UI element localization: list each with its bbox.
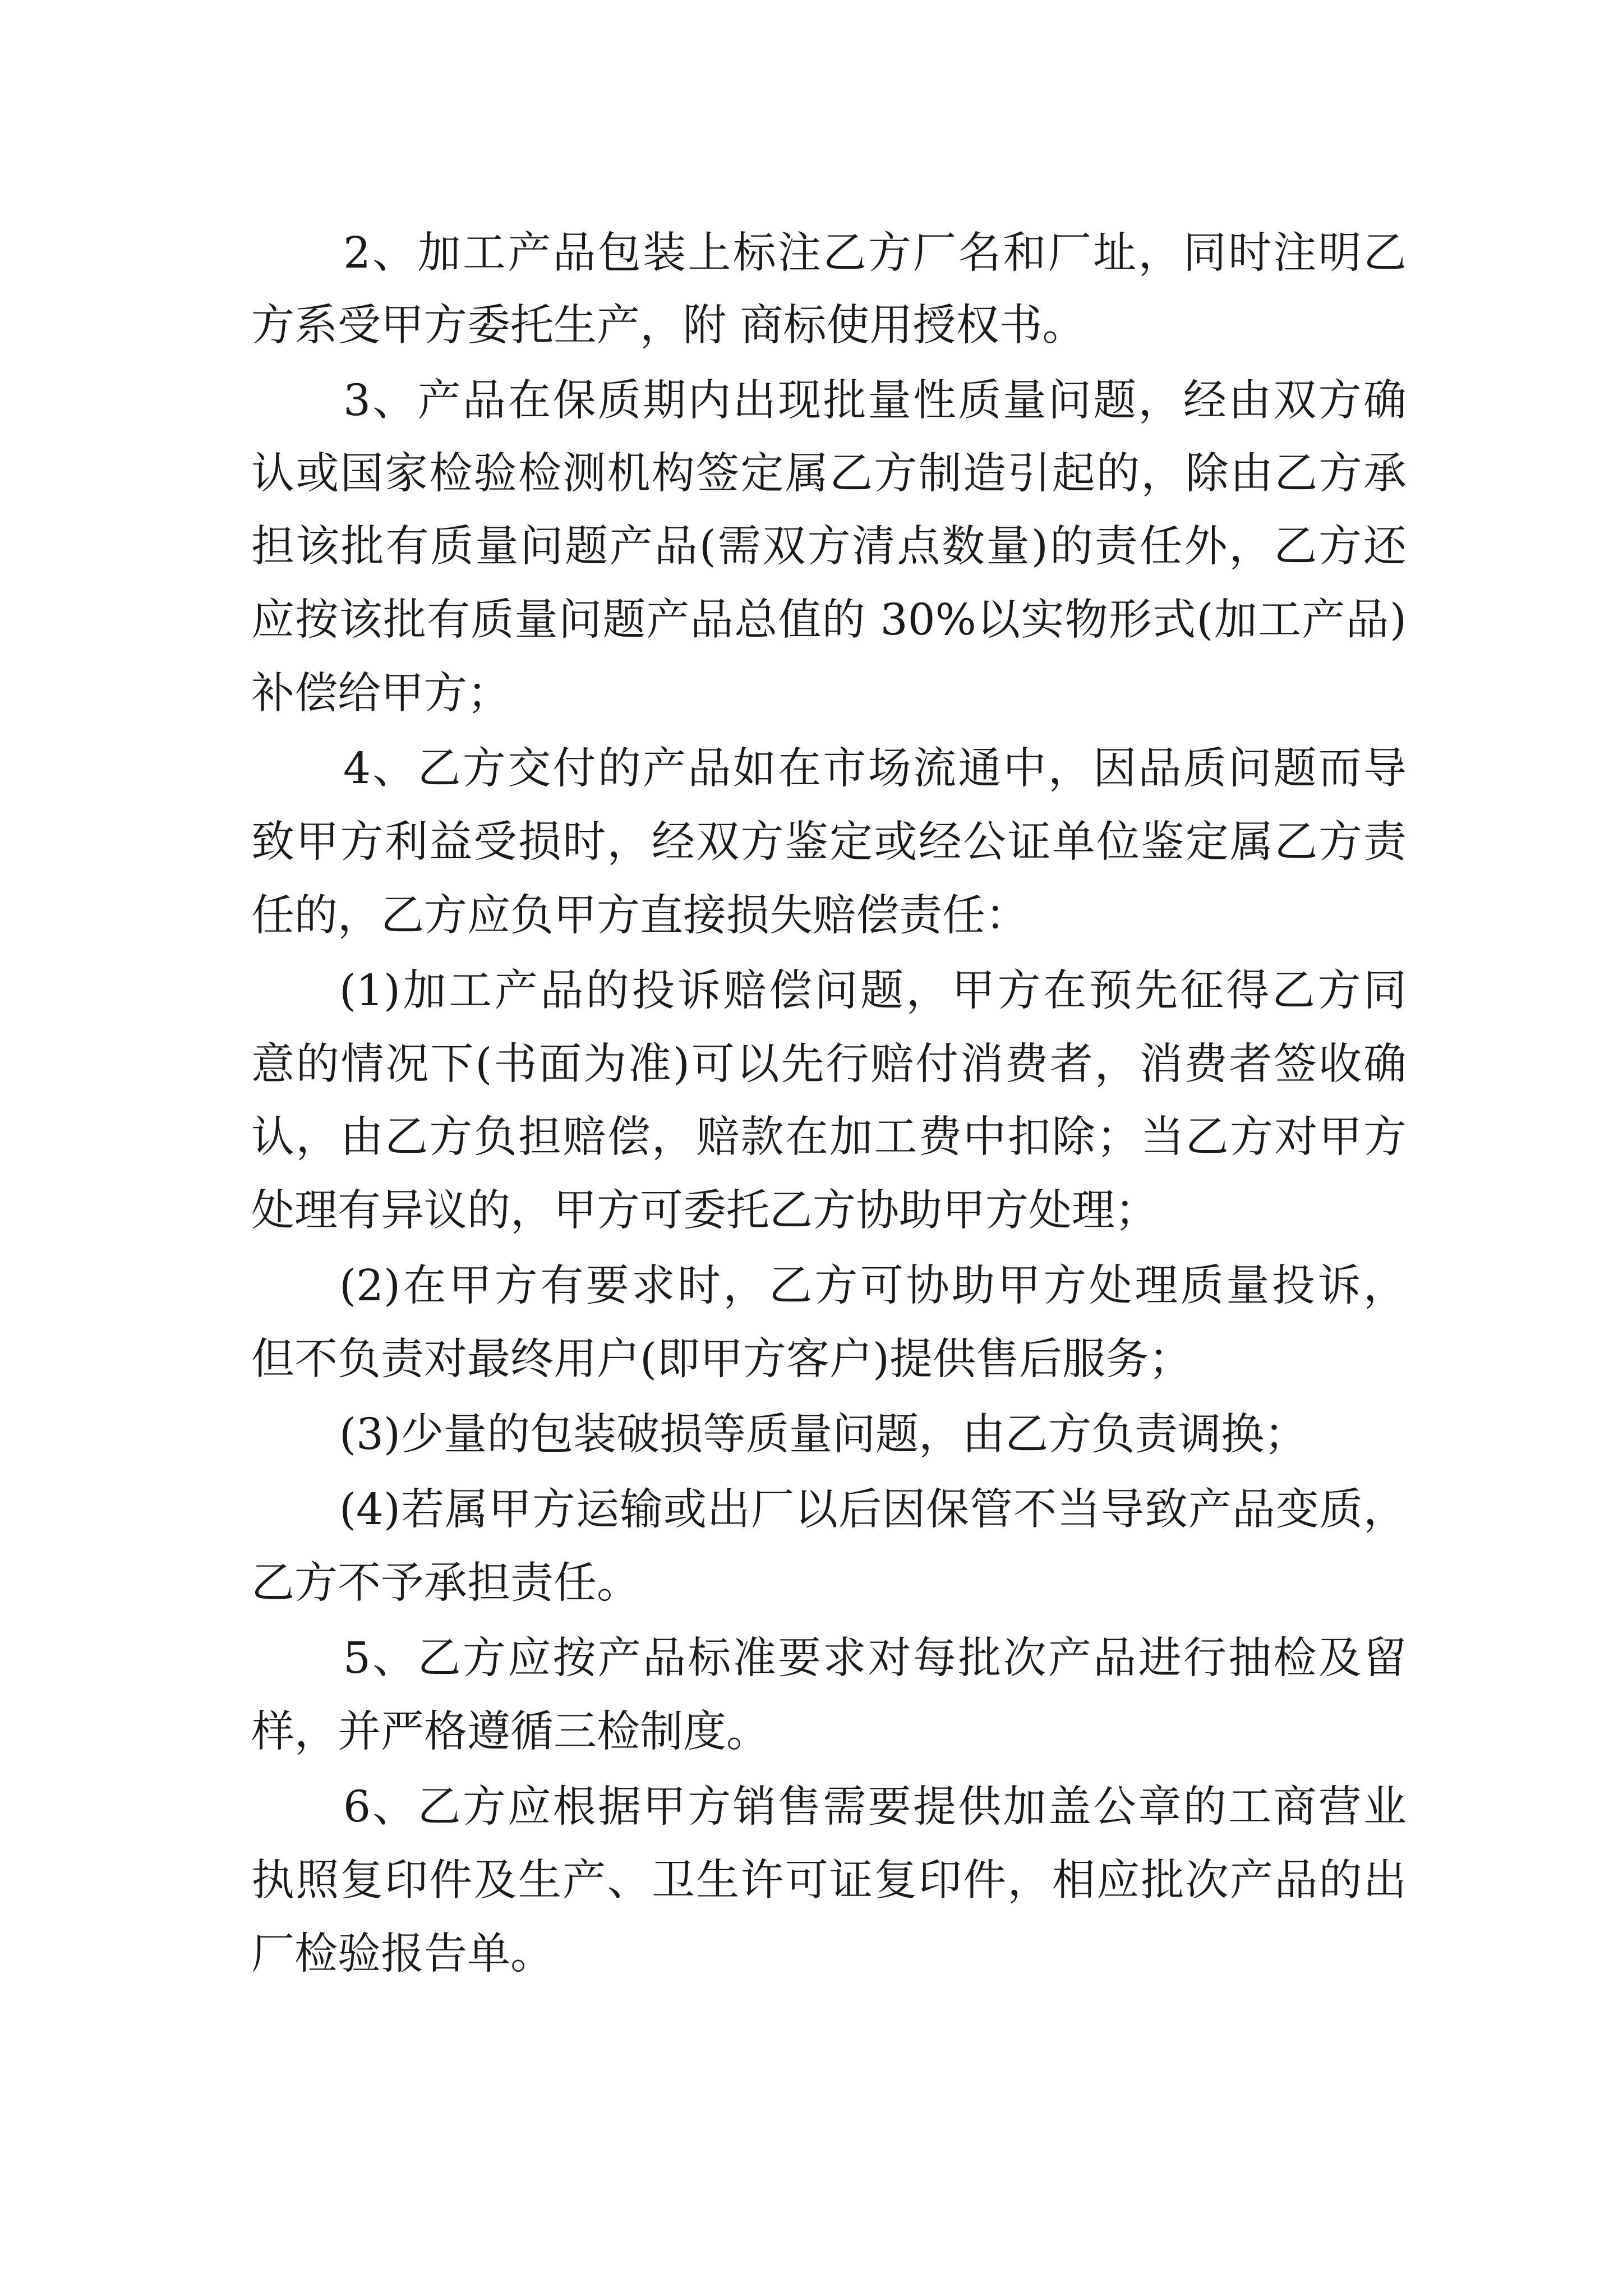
text-line-7: 补偿给甲方； xyxy=(251,669,510,719)
text-line-24: 厂检验报告单。 xyxy=(251,1929,554,1979)
text-line-14: 处理有异议的，甲方可委托乙方协助甲方处理； xyxy=(251,1186,1158,1236)
text-line-18: (4)若属甲方运输或出厂以后因保管不当导致产品变质， xyxy=(339,1485,1407,1535)
text-line-4: 认或国家检验检测机构签定属乙方制造引起的，除由乙方承 xyxy=(251,449,1407,499)
text-line-6: 应按该批有质量问题产品总值的 30%以实物形式(加工产品) xyxy=(251,595,1407,645)
text-line-10: 任的，乙方应负甲方直接损失赔偿责任： xyxy=(251,891,1029,941)
text-line-8: 4、乙方交付的产品如在市场流通中，因品质问题而导 xyxy=(343,744,1407,794)
text-line-1: 2、加工产品包装上标注乙方厂名和厂址，同时注明乙 xyxy=(343,228,1407,278)
text-line-2: 方系受甲方委托生产，附 商标使用授权书。 xyxy=(251,301,1086,351)
text-line-20: 5、乙方应按产品标准要求对每批次产品进行抽检及留 xyxy=(343,1634,1407,1683)
text-line-13: 认，由乙方负担赔偿，赔款在加工费中扣除；当乙方对甲方 xyxy=(251,1112,1407,1162)
text-line-16: 但不负责对最终用户(即甲方客户)提供售后服务； xyxy=(251,1335,1192,1384)
text-line-19: 乙方不予承担责任。 xyxy=(251,1558,640,1608)
text-line-12: 意的情况下(书面为准)可以先行赔付消费者，消费者签收确 xyxy=(251,1039,1407,1089)
text-line-9: 致甲方利益受损时，经双方鉴定或经公证单位鉴定属乙方责 xyxy=(251,817,1407,867)
text-line-5: 担该批有质量问题产品(需双方清点数量)的责任外，乙方还 xyxy=(251,522,1407,572)
text-line-3: 3、产品在保质期内出现批量性质量问题，经由双方确 xyxy=(343,376,1407,426)
text-line-11: (1)加工产品的投诉赔偿问题，甲方在预先征得乙方同 xyxy=(339,966,1407,1016)
text-line-21: 样，并严格遵循三检制度。 xyxy=(251,1707,769,1757)
text-line-23: 执照复印件及生产、卫生许可证复印件，相应批次产品的出 xyxy=(251,1856,1407,1906)
text-line-15: (2)在甲方有要求时，乙方可协助甲方处理质量投诉， xyxy=(339,1261,1407,1311)
text-line-22: 6、乙方应根据甲方销售需要提供加盖公章的工商营业 xyxy=(343,1782,1407,1832)
text-line-17: (3)少量的包装破损等质量问题，由乙方负责调换； xyxy=(339,1410,1308,1460)
